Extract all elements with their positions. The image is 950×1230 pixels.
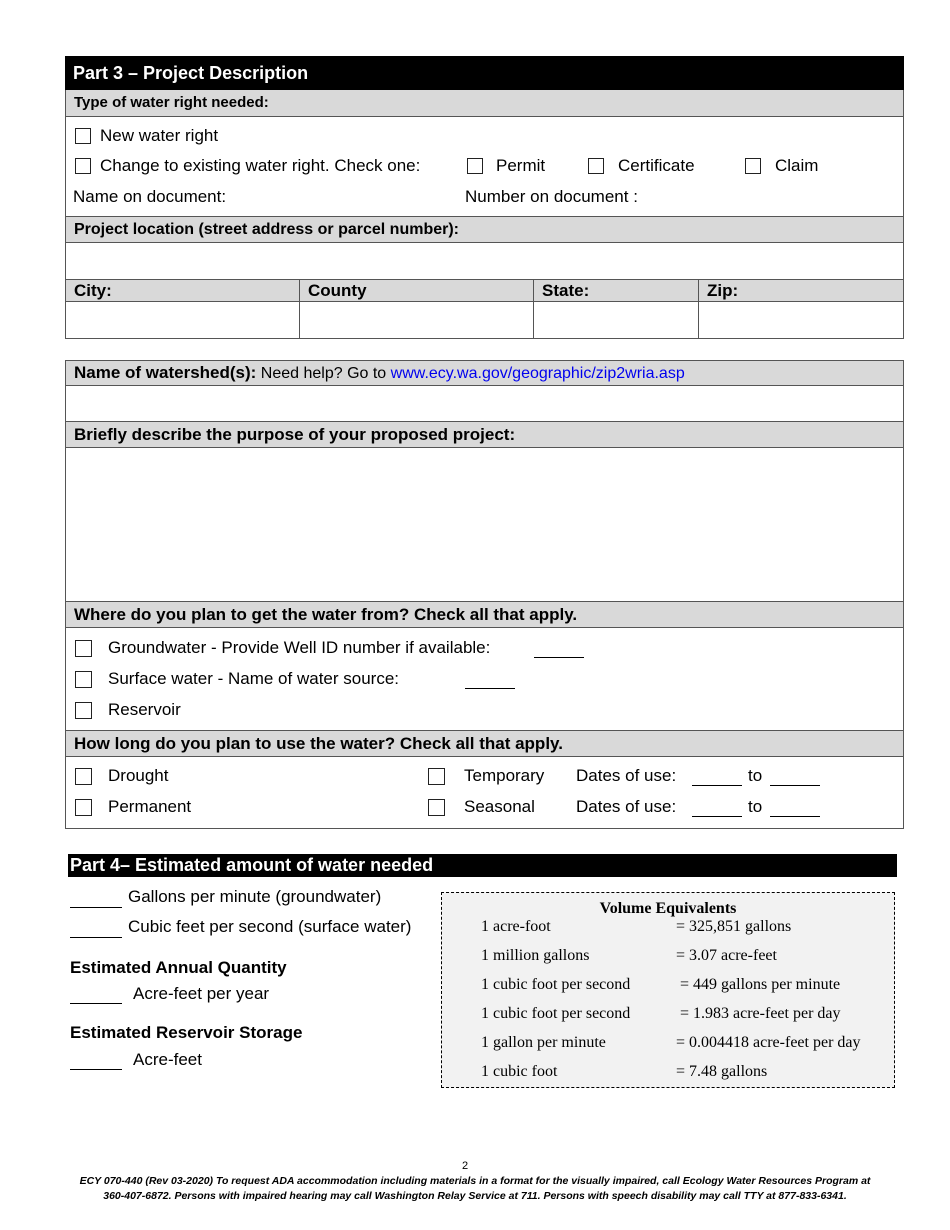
new-water-right-checkbox[interactable] — [75, 128, 91, 144]
water-right-type-heading: Type of water right needed: — [66, 90, 903, 116]
annual-quantity-heading: Estimated Annual Quantity — [70, 958, 287, 977]
well-id-blank[interactable] — [534, 657, 584, 658]
purpose-heading: Briefly describe the purpose of your proposed project: — [66, 422, 903, 447]
equivalent-value: = 449 gallons per minute — [676, 976, 841, 993]
reservoir-checkbox[interactable] — [75, 702, 92, 719]
permanent-checkbox[interactable] — [75, 799, 92, 816]
temporary-label: Temporary — [464, 766, 545, 785]
groundwater-checkbox[interactable] — [75, 640, 92, 657]
equivalent-value: = 7.48 gallons — [676, 1063, 768, 1080]
temporary-to-label: to — [748, 766, 763, 785]
change-water-right-label: Change to existing water right. Check one: — [100, 156, 421, 175]
city-field[interactable] — [66, 302, 298, 338]
name-on-document-label: Name on document: — [73, 187, 227, 206]
state-header: State: — [534, 280, 698, 301]
duration-heading: How long do you plan to use the water? Check all that apply. — [66, 731, 903, 756]
reservoir-storage-heading: Estimated Reservoir Storage — [70, 1023, 303, 1042]
temporary-checkbox[interactable] — [428, 768, 445, 785]
equivalent-value: = 3.07 acre-feet — [676, 947, 777, 964]
seasonal-end-blank[interactable] — [770, 816, 820, 817]
zip-field[interactable] — [699, 302, 903, 338]
volume-equivalents-title: Volume Equivalents — [599, 900, 737, 917]
surface-water-checkbox[interactable] — [75, 671, 92, 688]
part3-title: Part 3 – Project Description — [65, 56, 904, 90]
number-on-document-label: Number on document : — [465, 187, 638, 206]
equivalent-unit: 1 million gallons — [481, 947, 590, 964]
equivalent-unit: 1 cubic foot per second — [481, 976, 631, 993]
temporary-dates-label: Dates of use: — [576, 766, 677, 785]
divider — [65, 627, 904, 628]
watershed-label: Name of watershed(s): — [74, 363, 257, 382]
zip-header: Zip: — [699, 280, 903, 301]
certificate-checkbox[interactable] — [588, 158, 604, 174]
drought-checkbox[interactable] — [75, 768, 92, 785]
city-header: City: — [66, 280, 299, 301]
seasonal-checkbox[interactable] — [428, 799, 445, 816]
reservoir-storage-unit: Acre-feet — [133, 1050, 202, 1069]
divider — [65, 756, 904, 757]
cfs-blank[interactable] — [70, 937, 122, 938]
equivalent-unit: 1 gallon per minute — [481, 1034, 606, 1051]
permanent-label: Permanent — [108, 797, 192, 816]
purpose-field[interactable] — [66, 448, 903, 601]
claim-checkbox[interactable] — [745, 158, 761, 174]
watershed-help-link[interactable]: www.ecy.wa.gov/geographic/zip2wria.asp — [390, 365, 685, 382]
certificate-label: Certificate — [618, 156, 695, 175]
equivalent-value: = 1.983 acre-feet per day — [676, 1005, 841, 1022]
permit-checkbox[interactable] — [467, 158, 483, 174]
project-location-heading: Project location (street address or parcel number): — [66, 217, 903, 242]
equivalent-unit: 1 cubic foot per second — [481, 1005, 631, 1022]
drought-label: Drought — [108, 766, 169, 785]
county-field[interactable] — [300, 302, 532, 338]
seasonal-dates-label: Dates of use: — [576, 797, 677, 816]
claim-label: Claim — [775, 156, 819, 175]
county-header: County — [300, 280, 533, 301]
watershed-help-text: Need help? Go to — [260, 365, 387, 382]
seasonal-label: Seasonal — [464, 797, 535, 816]
part4-title: Part 4– Estimated amount of water needed — [68, 854, 897, 877]
footer-line-2: 360-407-6872. Persons with impaired hearing may call Washington Relay Service at 711. Persons with speech disability may call TTY at 877-833-6341. — [103, 1190, 847, 1202]
temporary-start-blank[interactable] — [692, 785, 742, 786]
groundwater-label: Groundwater - Provide Well ID number if available: — [108, 638, 491, 657]
water-source-blank[interactable] — [465, 688, 515, 689]
state-field[interactable] — [534, 302, 697, 338]
watershed-heading — [66, 361, 903, 385]
gpm-label: Gallons per minute (groundwater) — [128, 887, 382, 906]
gpm-blank[interactable] — [70, 907, 122, 908]
cfs-label: Cubic feet per second (surface water) — [128, 917, 412, 936]
page-number: 2 — [461, 1160, 469, 1172]
divider — [65, 116, 904, 117]
equivalent-unit: 1 acre-foot — [481, 918, 551, 935]
change-water-right-checkbox[interactable] — [75, 158, 91, 174]
annual-quantity-blank[interactable] — [70, 1003, 122, 1004]
water-source-heading: Where do you plan to get the water from? Check all that apply. — [66, 602, 903, 627]
project-location-field[interactable] — [66, 243, 903, 279]
footer-line-1: ECY 070-440 (Rev 03-2020) To request ADA accommodation including materials in a format for the visually impaired, call Ecology Water Resources Program at — [79, 1175, 871, 1187]
watershed-field[interactable] — [66, 386, 903, 421]
reservoir-storage-blank[interactable] — [70, 1069, 122, 1070]
surface-water-label: Surface water - Name of water source: — [108, 669, 400, 688]
permit-label: Permit — [496, 156, 546, 175]
seasonal-to-label: to — [748, 797, 763, 816]
annual-quantity-unit: Acre-feet per year — [133, 984, 270, 1003]
equivalent-value: = 0.004418 acre-feet per day — [676, 1034, 861, 1051]
equivalent-unit: 1 cubic foot — [481, 1063, 558, 1080]
new-water-right-label: New water right — [100, 126, 219, 145]
reservoir-label: Reservoir — [108, 700, 181, 719]
temporary-end-blank[interactable] — [770, 785, 820, 786]
seasonal-start-blank[interactable] — [692, 816, 742, 817]
equivalent-value: = 325,851 gallons — [676, 918, 792, 935]
